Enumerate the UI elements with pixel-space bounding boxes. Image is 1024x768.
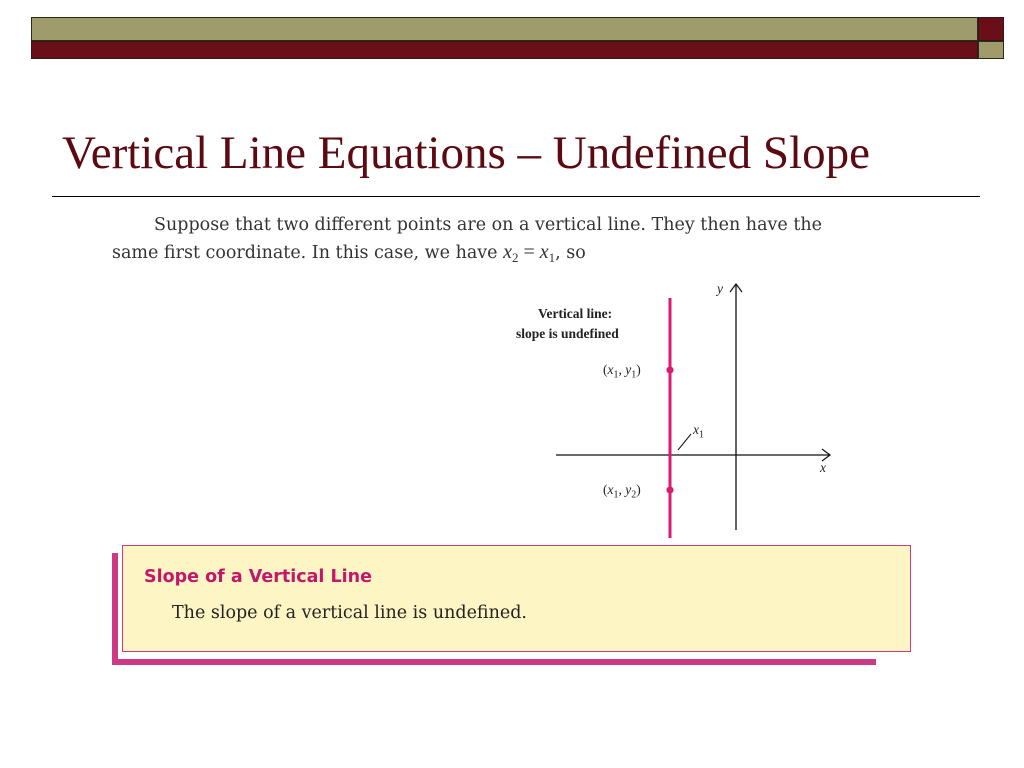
header-band-olive	[31, 17, 978, 41]
slide-title: Vertical Line Equations – Undefined Slope	[62, 127, 870, 179]
eq-x2-sub: 2	[511, 250, 519, 265]
eq-equals: =	[518, 241, 540, 263]
header-corner-olive	[978, 41, 1004, 59]
title-divider	[52, 196, 980, 197]
point-top	[666, 366, 673, 373]
eq-x2: x	[503, 241, 512, 263]
intercept-leader	[678, 434, 691, 450]
x-axis-label: x	[820, 460, 826, 475]
definition-text: The slope of a vertical line is undefined.	[172, 603, 527, 623]
eq-x1-sub: 1	[548, 250, 556, 265]
figure-label-line1: Vertical line:	[538, 306, 613, 321]
point-bottom	[666, 486, 673, 493]
definition-box	[122, 545, 911, 652]
header-corner-maroon	[978, 17, 1004, 41]
point-bottom-label: ($x_1$, $y_2$)	[603, 482, 641, 501]
definition-title: Slope of a Vertical Line	[144, 567, 372, 587]
body-line-2	[112, 239, 922, 267]
equation	[503, 241, 555, 263]
header-band-maroon	[31, 41, 978, 59]
vertical-line-figure	[500, 278, 850, 538]
body-paragraph	[112, 212, 922, 267]
y-axis-label: y	[717, 281, 723, 296]
eq-x1: x	[539, 241, 549, 263]
body-line-1: Suppose that two different points are on a vertical line. They then have the	[154, 215, 822, 235]
body-line-2-suffix: , so	[555, 243, 586, 263]
figure-label-line2: slope is undefined	[516, 326, 619, 341]
intercept-label: $x_1$	[693, 422, 704, 441]
point-top-label: ($x_1$, $y_1$)	[603, 362, 641, 381]
body-line-2-prefix: same first coordinate. In this case, we have	[112, 243, 504, 263]
